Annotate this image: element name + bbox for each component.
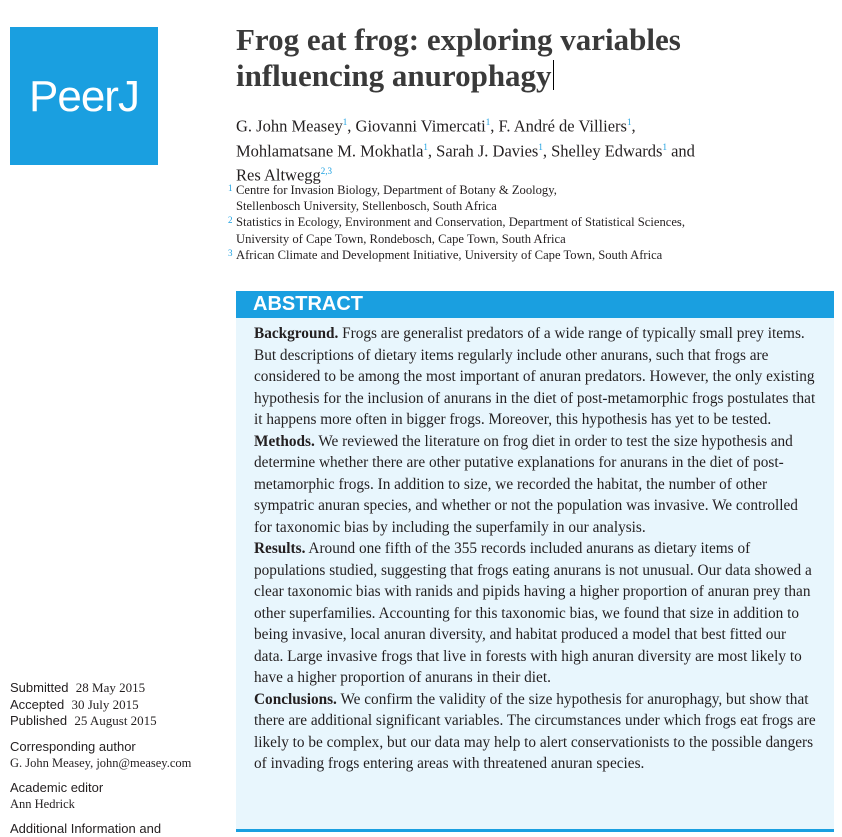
published-date [10,713,225,730]
affiliation-number: 2 [228,215,233,226]
peerj-logo[interactable] [10,27,158,165]
abstract-results [254,538,818,689]
section-text: Frogs are generalist predators of a wide range of typically small prey items. But descriptions of dietary items regularly include other anurans, such that frogs are considered to be among the most important of anuran predators. However, the only existing hypothesis for the inclusion of anurans in the diet of post-metamorphic frogs postulates that it happens more often in bigger frogs. Moreover, this hypothesis has yet to be tested. [254,325,816,428]
author: Mohlamatsane M. Mokhatla [236,141,424,160]
author-list [236,112,796,186]
section-label: Conclusions. [254,690,337,708]
section-label: Background. [254,325,339,342]
date-label: Submitted [10,680,69,695]
abstract-heading: ABSTRACT [236,291,834,318]
author: G. John Measey [236,116,343,136]
author-affiliation-mark: 1 [342,117,348,127]
affiliation-line: Stellenbosch University, Stellenbosch, South Africa [236,199,497,214]
author-separator: , [542,141,552,160]
affiliation-line: African Climate and Development Initiative, University of Cape Town, South Africa [236,247,663,262]
affiliation-number: 1 [228,183,233,193]
text-cursor [553,60,554,90]
submitted-date [10,680,225,697]
title-line-1: Frog eat frog: exploring variables [236,22,681,57]
author-affiliation-mark: 1 [423,141,428,152]
date-value: 30 July 2015 [71,696,139,712]
affiliation-line: Statistics in Ecology, Environment and Conservation, Department of Statistical Sciences, [236,215,685,230]
affiliation-line: Centre for Invasion Biology, Department of Botany & Zoology, [236,183,557,197]
author: Sarah J. Davies [436,141,539,160]
author: Shelley Edwards [551,141,663,160]
corresponding-author-value[interactable]: G. John Measey, john@measey.com [10,755,192,770]
corresponding-author-label: Corresponding author [10,738,136,754]
academic-editor-label: Academic editor [10,779,104,795]
author-affiliation-mark: 2,3 [320,166,333,176]
affiliation-line: University of Cape Town, Rondebosch, Cape Town, South Africa [236,231,566,246]
author-affiliation-mark: 1 [626,117,632,127]
author-separator: and [666,141,695,160]
abstract-background [254,323,818,431]
affiliation-number: 3 [228,247,233,258]
author: Res Altwegg [236,165,321,185]
affiliation [228,214,828,246]
abstract-conclusions [254,689,818,775]
affiliation-list [228,182,828,263]
section-label: Methods. [254,432,315,450]
peerj-logo-text: PeerJ [29,72,139,121]
author-separator: , [347,116,356,136]
author-separator: , [427,141,437,160]
author-affiliation-mark: 1 [485,117,491,127]
author-affiliation-mark: 1 [662,141,667,152]
section-label: Results. [254,540,306,557]
accepted-date [10,697,225,714]
abstract-panel [236,291,834,832]
paper-title [236,22,796,94]
author: F. André de Villiers [498,116,627,136]
author: Giovanni Vimercati [355,116,486,136]
author-affiliation-mark: 1 [538,141,543,152]
affiliation [228,247,828,263]
author-separator: , [631,116,636,136]
section-text: We reviewed the literature on frog diet in order to test the size hypothesis and determine whether there are other putative explanations for anurans in the diet of post-metamorphic frogs. In addition to size, we recorded the habitat, the number of other sympatric anuran species, and whether or not the population was invasive. We controlled for taxonomic bias by including the superfamily in our analysis. [254,432,798,536]
section-text: We confirm the validity of the size hypothesis for anurophagy, but show that there are additional significant variables. The circumstances under which frogs eat frogs are likely to be complex, but our data may help to alert conservationists to the possible dangers of invading frogs entering areas with threatened anuran species. [254,690,816,772]
article-sidebar [10,680,225,837]
title-line-2: influencing anurophagy [236,58,552,93]
affiliation [228,182,828,214]
date-label: Accepted [10,696,65,712]
date-value: 25 August 2015 [74,713,157,728]
date-value: 28 May 2015 [75,680,146,695]
section-text: Around one fifth of the 355 records included anurans as dietary items of populations studied, suggesting that frogs eating anurans is not unusual. Our data showed a clear taxonomic bias with ranids and pipids having a higher proportion of anuran prey than other superfamilies. Accounting for this taxonomic bias, we found that size in addition to being invasive, local anuran diversity, and habitat produced a model that best fitted our data. Large invasive frogs that live in forests with high anuran diversity are most likely to have a higher proportion of anurans in their diet. [254,540,812,686]
academic-editor-value: Ann Hedrick [10,796,75,811]
additional-info-label: Additional Information and [10,820,162,836]
abstract-methods [254,431,818,539]
abstract-body [236,318,834,775]
author-separator: , [490,116,499,136]
date-label: Published [10,713,68,728]
